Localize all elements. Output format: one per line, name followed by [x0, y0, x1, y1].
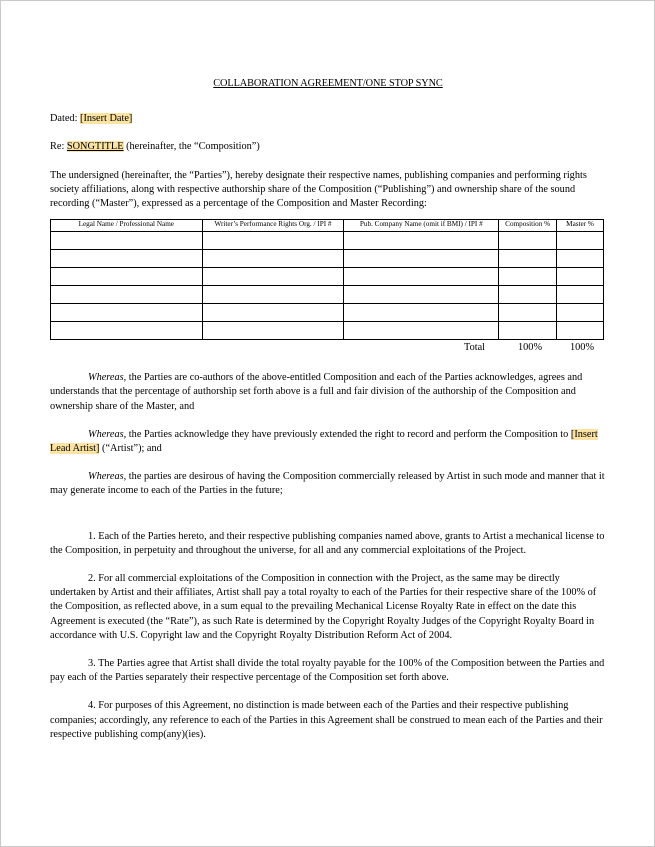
table-cell[interactable] — [51, 286, 203, 304]
clause-1: 1. Each of the Parties hereto, and their respective publishing companies named above, grants to Artist a mechanical license to the Composition, in perpetuity and throughout the universe, for all and any commercial exploitations of the Project. — [50, 530, 605, 556]
table-row — [51, 268, 604, 286]
table-cell[interactable] — [344, 232, 499, 250]
header-composition-pct: Composition % — [499, 220, 557, 232]
table-cell[interactable] — [344, 322, 499, 340]
total-master: 100% — [570, 342, 595, 354]
clause-4: 4. For purposes of this Agreement, no distinction is made between each of the Parties and their respective publishing companies; accordingly, any reference to each of the Parties in this Agreement shall be construed to mean each of the Parties and their respective publishing comp(any)(ies). — [50, 700, 603, 740]
table-cell[interactable] — [344, 286, 499, 304]
whereas-text: the Parties acknowledge they have previously extended the right to record and perform the Composition to — [126, 428, 569, 440]
clause-2: 2. For all commercial exploitations of the Composition in connection with the Project, as the same may be directly undertaken by Artist and their affiliates, Artist shall pay a total royalty to each of the Parties for their respective share of the 100% of the Composition, as reflected above, in a sum equal to the prevailing Mechanical License Royalty Rate in effect on the date this Agreement is executed (the “Rate”), as such Rate is determined by the Copyright Royalty Judges of the Copyright Royalty Board in accordance with U.S. Copyright law and the Copyright Royalty Distribution Reform Act of 2004. — [50, 573, 597, 641]
table-cell[interactable] — [557, 304, 604, 322]
table-cell[interactable] — [557, 232, 604, 250]
whereas-paragraph-1 — [50, 371, 606, 414]
parties-table — [50, 219, 604, 340]
document-title: COLLABORATION AGREEMENT/ONE STOP SYNC — [213, 78, 443, 89]
table-cell[interactable] — [499, 322, 557, 340]
table-header-row — [51, 220, 604, 232]
table-cell[interactable] — [499, 268, 557, 286]
lead-artist-placeholder[interactable]: [Insert Lead Artist] — [50, 428, 598, 455]
table-cell[interactable] — [557, 322, 604, 340]
whereas-lead: Whereas, — [88, 372, 127, 384]
whereas-text: the Parties are co-authors of the above-entitled Composition and each of the Parties acknowledges, agrees and understands that the percentage of authorship set forth above is a full and fair division of the authorship of the Composition and ownership share of the Master, and — [50, 372, 583, 412]
whereas-lead: Whereas, — [88, 428, 127, 440]
intro-paragraph: The undersigned (hereinafter, the “Parties”), hereby designate their respective names, publishing companies and performing rights society affiliations, along with respective authorship share of the Composition (“Publishing”) and ownership share of the sound recording (“Master”), expressed as a percentage of the Composition and Master Recording: — [50, 169, 587, 210]
table-cell[interactable] — [51, 268, 203, 286]
song-title-placeholder[interactable]: SONGTITLE — [66, 141, 124, 153]
table-cell[interactable] — [344, 250, 499, 268]
table-cell[interactable] — [202, 232, 344, 250]
table-row — [51, 286, 604, 304]
header-pro-ipi: Writer’s Performance Rights Org. / IPI # — [202, 220, 344, 232]
table-cell[interactable] — [202, 250, 344, 268]
table-cell[interactable] — [51, 304, 203, 322]
table-cell[interactable] — [557, 268, 604, 286]
header-legal-name: Legal Name / Professional Name — [51, 220, 203, 232]
table-cell[interactable] — [557, 286, 604, 304]
table-cell[interactable] — [202, 322, 344, 340]
table-cell[interactable] — [344, 304, 499, 322]
dated-line — [50, 112, 606, 126]
re-line — [50, 140, 606, 154]
table-cell[interactable] — [499, 286, 557, 304]
whereas-paragraph-2 — [50, 428, 606, 456]
dated-label: Dated: — [50, 113, 78, 125]
header-pub-company: Pub. Company Name (omit if BMI) / IPI # — [344, 220, 499, 232]
dated-placeholder[interactable]: [Insert Date] — [80, 113, 133, 125]
whereas-lead: Whereas, — [88, 471, 127, 483]
table-cell[interactable] — [51, 322, 203, 340]
whereas-paragraph-3 — [50, 470, 606, 498]
total-label: Total — [464, 342, 486, 354]
table-cell[interactable] — [51, 232, 203, 250]
whereas-text: the parties are desirous of having the Composition commercially released by Artist in such mode and manner that it may generate income to each of the Parties in the future; — [50, 471, 605, 497]
table-row — [51, 250, 604, 268]
table-cell[interactable] — [202, 304, 344, 322]
table-cell[interactable] — [202, 268, 344, 286]
total-composition: 100% — [518, 342, 543, 354]
re-label: Re: — [50, 141, 65, 153]
table-cell[interactable] — [499, 304, 557, 322]
document-body — [50, 77, 606, 742]
table-row — [51, 322, 604, 340]
table-cell[interactable] — [202, 286, 344, 304]
totals-row — [50, 341, 606, 356]
re-suffix: (hereinafter, the “Composition”) — [126, 141, 260, 153]
table-cell[interactable] — [557, 250, 604, 268]
table-row — [51, 304, 604, 322]
table-cell[interactable] — [499, 250, 557, 268]
whereas-end: (“Artist”); and — [99, 443, 162, 455]
clause-3: 3. The Parties agree that Artist shall divide the total royalty payable for the 100% of the Composition between the Parties and pay each of the Parties separately their respective percentage of the Composition set forth above. — [50, 658, 605, 684]
table-cell[interactable] — [344, 268, 499, 286]
table-row — [51, 232, 604, 250]
table-cell[interactable] — [51, 250, 203, 268]
header-master-pct: Master % — [557, 220, 604, 232]
table-cell[interactable] — [499, 232, 557, 250]
